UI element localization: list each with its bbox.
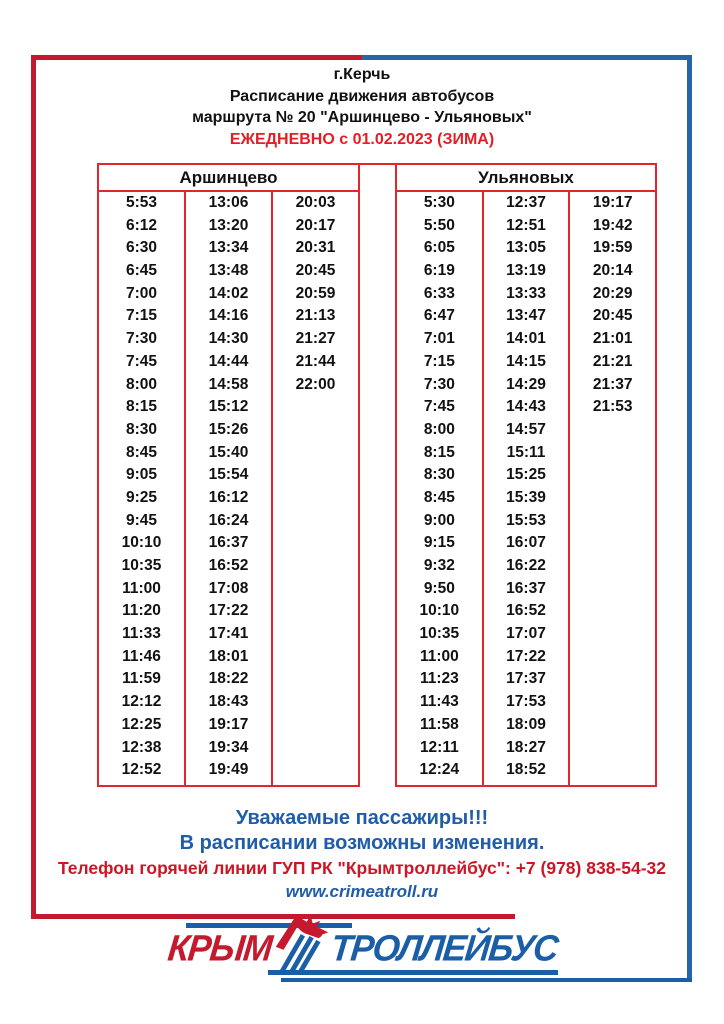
time-cell: 19:17 <box>592 194 633 211</box>
time-cell: 19:59 <box>592 239 633 257</box>
time-cell: 19:34 <box>208 738 249 756</box>
logo-underline-thin <box>281 978 692 982</box>
time-cell: 10:10 <box>121 534 162 552</box>
time-cell: 10:35 <box>419 625 460 643</box>
time-cell: 20:17 <box>295 216 336 234</box>
time-cell: 19:42 <box>592 216 633 234</box>
time-cell: 8:30 <box>423 466 455 484</box>
time-cell: 17:41 <box>208 625 249 643</box>
time-cell: 9:15 <box>423 534 455 552</box>
time-cell: 17:22 <box>208 602 249 620</box>
time-cell: 17:37 <box>506 670 546 688</box>
time-cell: 7:15 <box>423 352 455 370</box>
time-cell: 16:52 <box>208 557 249 574</box>
time-cell: 18:09 <box>506 715 546 733</box>
time-cell: 16:52 <box>506 602 546 620</box>
time-cell: 20:45 <box>295 262 336 280</box>
time-cell: 11:43 <box>419 693 459 711</box>
time-cell: 19:49 <box>208 761 249 779</box>
time-cell: 12:24 <box>419 761 460 779</box>
time-cell: 15:26 <box>208 420 249 438</box>
time-cell: 21:44 <box>295 352 336 370</box>
time-cell: 13:19 <box>506 262 546 280</box>
passengers-notice: Уважаемые пассажиры!!! <box>235 807 489 829</box>
time-cell: 8:15 <box>125 398 158 416</box>
table-arshintsevo <box>97 163 360 787</box>
validity-title: ЕЖЕДНЕВНО с 01.02.2023 (ЗИМА) <box>229 130 495 148</box>
ulyanovykh-col-1 <box>397 192 484 785</box>
time-cell: 7:00 <box>125 284 158 302</box>
table-arshintsevo-title: Аршинцево <box>99 165 358 192</box>
table-spacer <box>360 163 395 787</box>
time-cell: 7:15 <box>125 307 158 325</box>
time-cell: 10:35 <box>121 557 162 574</box>
document-footer <box>41 806 683 903</box>
table-ulyanovykh-body <box>397 192 655 785</box>
time-cell: 8:00 <box>125 375 158 393</box>
time-cell: 22:00 <box>295 375 336 393</box>
time-cell: 10:10 <box>419 602 460 620</box>
ulyanovykh-col-3 <box>570 192 655 785</box>
time-cell: 20:59 <box>295 284 336 302</box>
time-cell: 14:02 <box>208 284 249 302</box>
time-cell: 7:01 <box>423 330 455 348</box>
time-cell: 14:44 <box>208 352 249 370</box>
time-cell: 15:25 <box>506 466 546 484</box>
time-cell: 13:05 <box>506 239 546 257</box>
city-title: г.Керчь <box>333 66 391 83</box>
time-cell: 18:22 <box>208 670 249 688</box>
time-cell: 18:01 <box>208 647 249 665</box>
table-ulyanovykh-title: Ульяновых <box>397 165 655 192</box>
time-cell: 18:43 <box>208 693 249 711</box>
time-cell: 16:37 <box>208 534 249 552</box>
time-cell: 15:53 <box>506 511 546 529</box>
time-cell: 15:39 <box>506 488 546 506</box>
time-cell: 12:38 <box>121 738 162 756</box>
griffin-icon <box>273 912 329 974</box>
time-cell: 5:30 <box>423 194 455 211</box>
website-url: www.crimeatroll.ru <box>285 882 439 901</box>
time-cell: 9:00 <box>423 511 455 529</box>
arshintsevo-col-3 <box>273 192 358 785</box>
frame-left <box>31 55 36 919</box>
time-cell: 11:58 <box>419 715 459 733</box>
time-cell: 19:17 <box>208 715 249 733</box>
time-cell: 6:30 <box>125 239 158 257</box>
time-cell: 13:06 <box>208 194 249 211</box>
time-cell: 11:20 <box>122 602 161 620</box>
time-cell: 13:34 <box>208 239 249 257</box>
time-cell: 21:21 <box>592 352 633 370</box>
time-cell: 12:12 <box>121 693 162 711</box>
time-cell: 7:45 <box>423 398 455 416</box>
time-cell: 20:03 <box>295 194 336 211</box>
time-cell: 8:45 <box>125 443 158 461</box>
time-cell: 17:07 <box>506 625 546 643</box>
time-cell: 21:27 <box>295 330 336 348</box>
time-cell: 16:22 <box>506 557 546 574</box>
time-cell: 15:11 <box>506 443 546 461</box>
time-cell: 16:24 <box>208 511 249 529</box>
time-cell: 20:45 <box>592 307 633 325</box>
frame-right <box>687 55 692 982</box>
time-cell: 6:47 <box>423 307 455 325</box>
time-cell: 20:29 <box>592 284 633 302</box>
time-cell: 14:58 <box>208 375 249 393</box>
time-cell: 12:11 <box>419 738 459 756</box>
time-cell: 11:23 <box>419 670 459 688</box>
document-header <box>41 64 683 150</box>
time-cell: 6:33 <box>423 284 455 302</box>
time-cell: 9:45 <box>125 511 158 529</box>
logo-text-krym: КРЫМ <box>165 928 274 969</box>
arshintsevo-col-2 <box>186 192 273 785</box>
time-cell: 5:50 <box>423 216 455 234</box>
time-cell: 21:37 <box>592 375 633 393</box>
time-cell: 13:33 <box>506 284 546 302</box>
time-cell: 14:15 <box>506 352 546 370</box>
time-cell: 18:52 <box>506 761 546 779</box>
time-cell: 11:46 <box>122 647 161 665</box>
time-cell: 21:13 <box>295 307 336 325</box>
time-cell: 12:37 <box>506 194 546 211</box>
time-cell: 14:30 <box>208 330 249 348</box>
time-cell: 7:30 <box>423 375 455 393</box>
time-cell: 9:05 <box>125 466 158 484</box>
time-cell: 20:14 <box>592 262 633 280</box>
time-cell: 6:45 <box>125 262 158 280</box>
time-cell: 9:32 <box>423 557 455 574</box>
time-cell: 14:16 <box>208 307 249 325</box>
ulyanovykh-col-2 <box>484 192 571 785</box>
frame-top-right <box>362 55 692 60</box>
time-cell: 8:30 <box>125 420 158 438</box>
schedule-title: Расписание движения автобусов <box>229 87 495 105</box>
time-cell: 17:08 <box>208 579 249 597</box>
time-cell: 7:30 <box>125 330 158 348</box>
time-cell: 11:59 <box>122 670 161 688</box>
time-cell: 13:47 <box>506 307 546 325</box>
time-cell: 9:25 <box>125 488 158 506</box>
time-cell: 15:54 <box>208 466 249 484</box>
time-cell: 12:25 <box>121 715 162 733</box>
time-cell: 11:00 <box>122 579 161 597</box>
time-cell: 15:12 <box>208 398 249 416</box>
hotline-phone: Телефон горячей линии ГУП РК "Крымтроллейбус": +7 (978) 838-54-32 <box>57 858 667 878</box>
time-cell: 9:50 <box>423 579 455 597</box>
time-cell: 16:37 <box>506 579 546 597</box>
time-cell: 7:45 <box>125 352 158 370</box>
time-cell: 18:27 <box>506 738 546 756</box>
time-cell: 8:45 <box>423 488 455 506</box>
time-cell: 13:20 <box>208 216 249 234</box>
table-arshintsevo-body <box>99 192 358 785</box>
time-cell: 21:53 <box>592 398 633 416</box>
time-cell: 6:12 <box>125 216 158 234</box>
time-cell: 5:53 <box>125 194 158 211</box>
time-cell: 12:52 <box>121 761 162 779</box>
time-cell: 13:48 <box>208 262 249 280</box>
time-cell: 21:01 <box>592 330 633 348</box>
changes-notice: В расписании возможны изменения. <box>179 832 545 854</box>
route-title: маршрута № 20 "Аршинцево - Ульяновых" <box>192 109 532 126</box>
time-cell: 12:51 <box>506 216 546 234</box>
table-ulyanovykh <box>395 163 657 787</box>
time-cell: 20:31 <box>295 239 336 257</box>
time-cell: 14:01 <box>506 330 546 348</box>
time-cell: 15:40 <box>208 443 249 461</box>
time-cell: 14:57 <box>506 420 546 438</box>
arshintsevo-col-1 <box>99 192 186 785</box>
time-cell: 11:33 <box>122 625 161 643</box>
time-cell: 14:29 <box>506 375 546 393</box>
time-cell: 14:43 <box>506 398 546 416</box>
krymtrolleybus-logo <box>165 926 560 972</box>
time-cell: 6:19 <box>423 262 455 280</box>
frame-top-left <box>31 55 362 60</box>
time-cell: 16:12 <box>208 488 249 506</box>
time-cell: 8:00 <box>423 420 455 438</box>
time-cell: 6:05 <box>423 239 455 257</box>
time-cell: 17:22 <box>506 647 546 665</box>
time-cell: 16:07 <box>506 534 546 552</box>
schedule-tables <box>97 163 657 787</box>
logo-text-trolleybus: ТРОЛЛЕЙБУС <box>328 928 560 969</box>
time-cell: 11:00 <box>419 647 459 665</box>
time-cell: 8:15 <box>423 443 455 461</box>
time-cell: 17:53 <box>506 693 546 711</box>
